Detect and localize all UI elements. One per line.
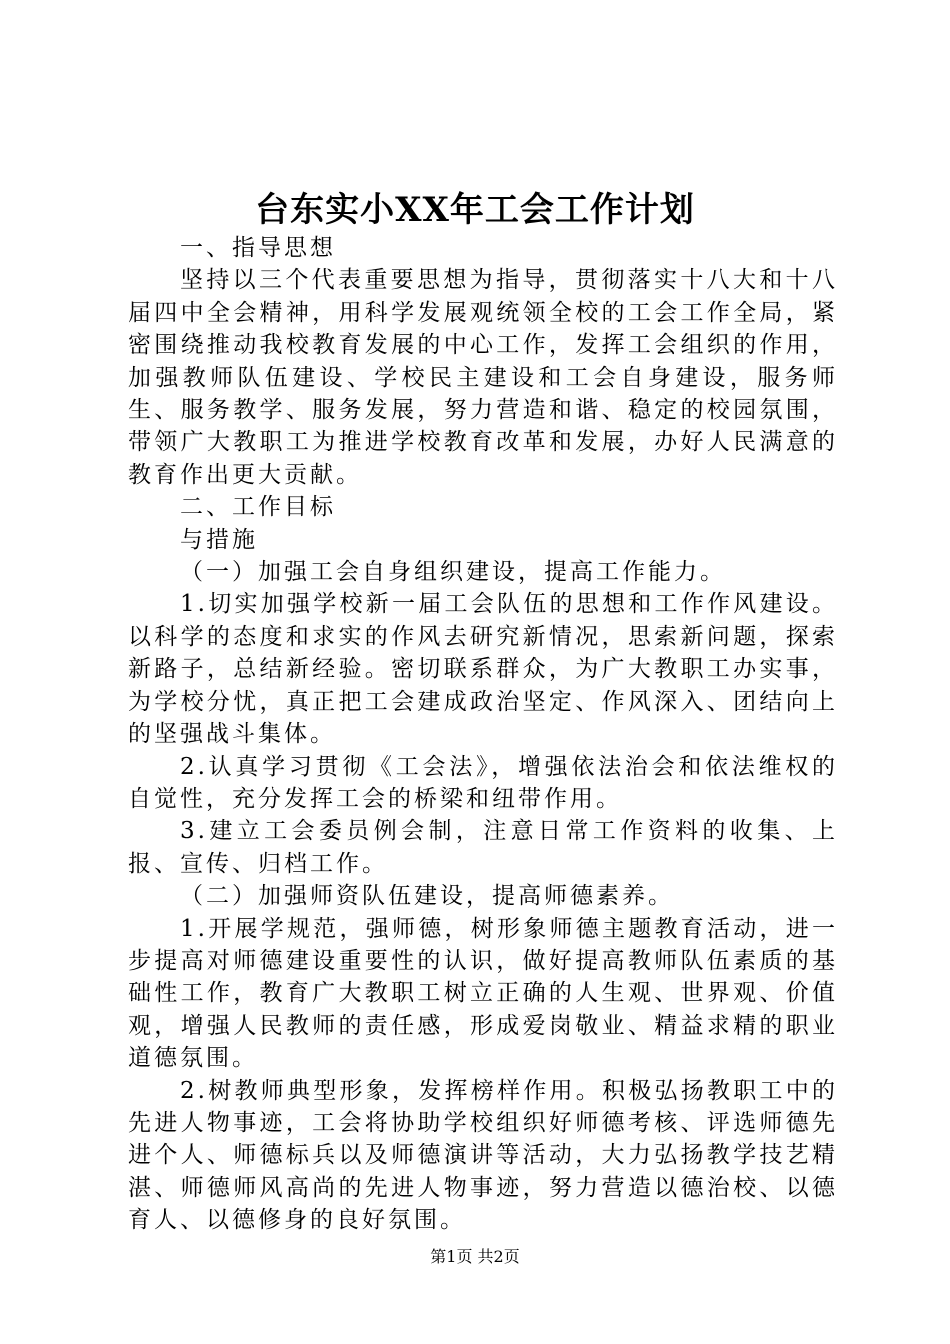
paragraph-item-1-2: 2.认真学习贯彻《工会法》，增强依法治会和依法维权的自觉性，充分发挥工会的桥梁和纽带作用。 bbox=[128, 753, 838, 812]
document-body bbox=[128, 232, 838, 1237]
subsection-heading-teacher-team: （二）加强师资队伍建设，提高师德素养。 bbox=[180, 883, 674, 910]
paragraph-item-1-1: 1.切实加强学校新一届工会队伍的思想和工作作风建设。以科学的态度和求实的作风去研究新情况，思索新问题，探索新路子，总结新经验。密切联系群众，为广大教职工办实事，为学校分忧，真正把工会建成政治坚定、作风深入、团结向上的坚强战斗集体。 bbox=[128, 591, 838, 748]
paragraph-item-1-3: 3.建立工会委员例会制，注意日常工作资料的收集、上报、宣传、归档工作。 bbox=[128, 818, 838, 877]
subsection-heading-union-organization: （一）加强工会自身组织建设，提高工作能力。 bbox=[180, 559, 726, 586]
paragraph-item-2-2: 2.树教师典型形象，发挥榜样作用。积极弘扬教职工中的先进人物事迹，工会将协助学校组织好师德考核、评选师德先进个人、师德标兵以及师德演讲等活动，大力弘扬教学技艺精湛、师德师风高尚的先进人物事迹，努力营造以德治校、以德育人、以德修身的良好氛围。 bbox=[128, 1077, 838, 1234]
paragraph-item-2-1: 1.开展学规范，强师德，树形象师德主题教育活动，进一步提高对师德建设重要性的认识，做好提高教师队伍素质的基础性工作，教育广大教职工树立正确的人生观、世界观、价值观，增强人民教师的责任感，形成爱岗敬业、精益求精的职业道德氛围。 bbox=[128, 915, 838, 1072]
document-title: 台东实小XX年工会工作计划 bbox=[255, 190, 695, 230]
section-heading-guiding-ideology: 一、指导思想 bbox=[180, 235, 336, 261]
page-footer: 第1页 共2页 bbox=[430, 1247, 520, 1266]
paragraph-guiding-ideology: 坚持以三个代表重要思想为指导，贯彻落实十八大和十八届四中全会精神，用科学发展观统领全校的工会工作全局，紧密围绕推动我校教育发展的中心工作，发挥工会组织的作用，加强教师队伍建设、学校民主建设和工会自身建设，服务师生、服务教学、服务发展，努力营造和谐、稳定的校园氛围，带领广大教职工为推进学校教育改革和发展，办好人民满意的教育作出更大贡献。 bbox=[128, 267, 838, 488]
section-heading-work-goals: 二、工作目标 bbox=[180, 494, 336, 521]
section-heading-measures: 与措施 bbox=[180, 526, 258, 553]
